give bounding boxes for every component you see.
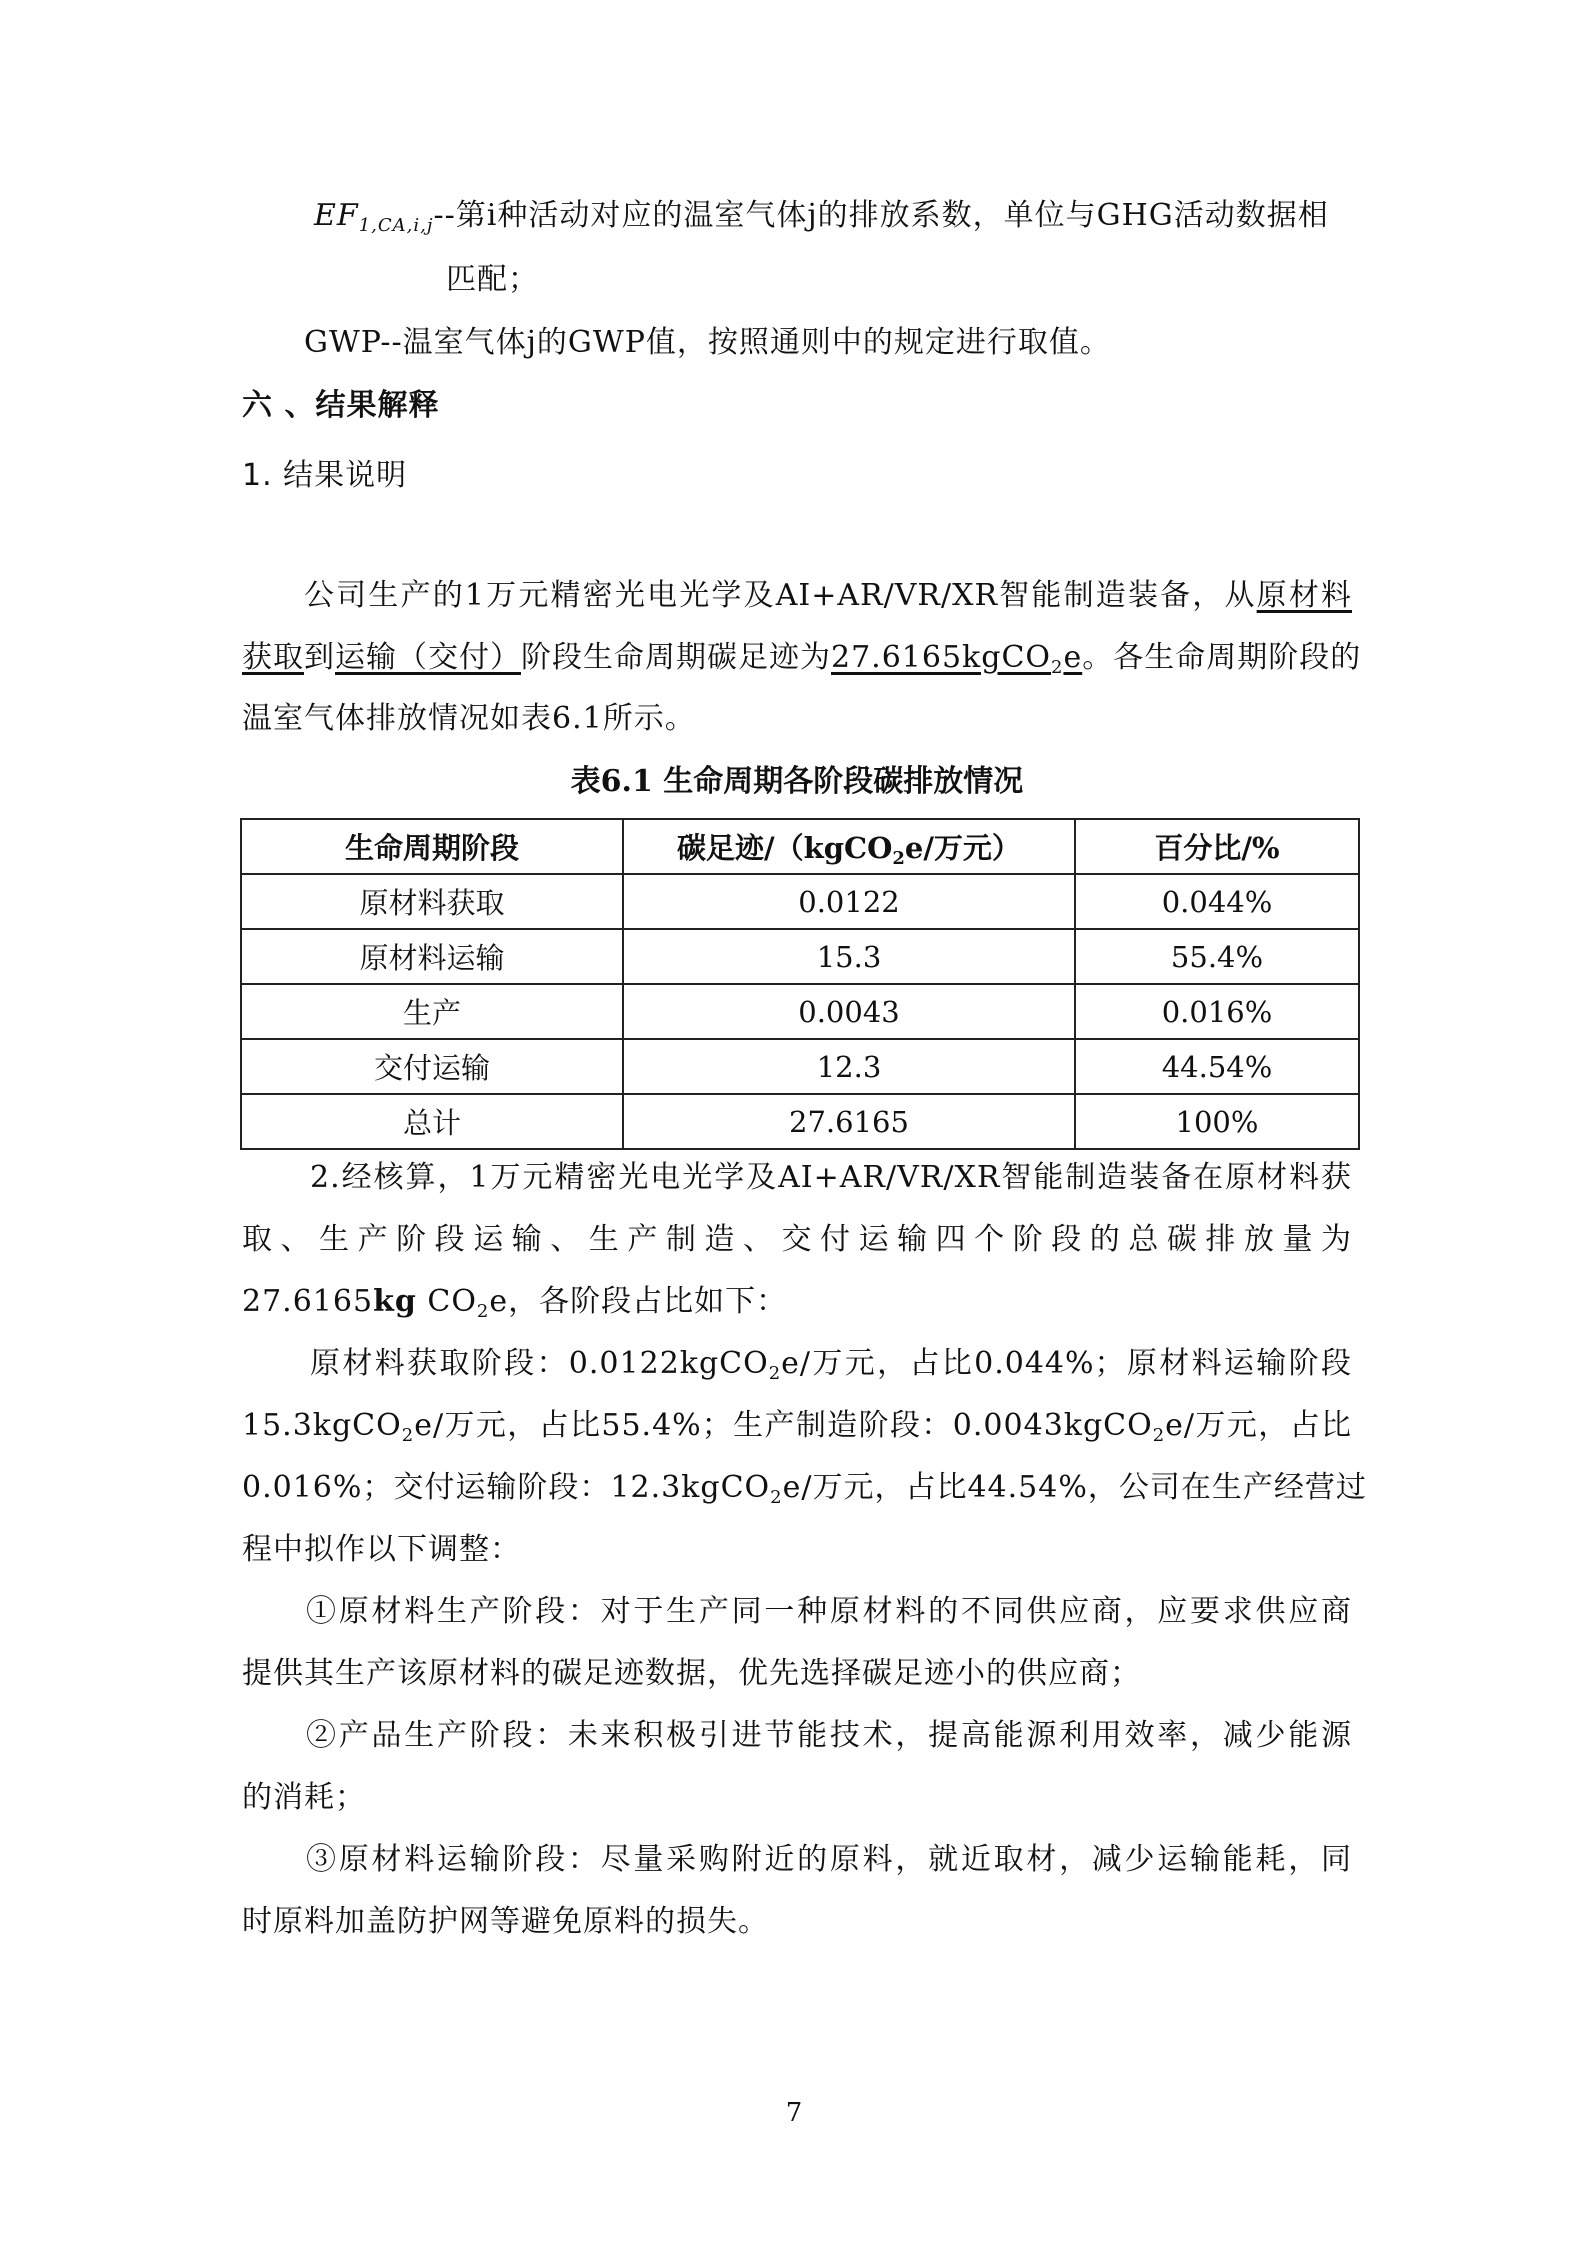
measure-1-line-1: ①原材料生产阶段：对于生产同一种原材料的不同供应商，应要求供应商: [306, 1594, 1352, 1629]
measure-1-line-2: 提供其生产该原材料的碳足迹数据，优先选择碳足迹小的供应商；: [242, 1656, 1141, 1691]
measure-2-line-2: 的消耗；: [242, 1780, 366, 1815]
ef-definition: [314, 196, 1354, 236]
subscript: 2: [476, 1301, 490, 1322]
breakdown-text: 15.3kgCO: [242, 1408, 402, 1443]
ef-subscript: 1,CA,i,j: [358, 215, 434, 236]
table-caption: 表6.1 生命周期各阶段碳排放情况: [570, 764, 1024, 799]
subscript: 2: [768, 1363, 782, 1384]
stage-cell: 原材料获取: [241, 874, 623, 929]
intro-line-1: [304, 576, 1352, 616]
stage-cell: 交付运输: [241, 1039, 623, 1094]
breakdown-line-4: 程中拟作以下调整：: [242, 1532, 521, 1567]
pct-cell: 55.4%: [1075, 929, 1359, 984]
breakdown-text: e/万元，占比0.044%；原材料运输阶段: [781, 1346, 1352, 1381]
subscript: 2: [1152, 1425, 1166, 1446]
pct-cell: 100%: [1075, 1094, 1359, 1149]
summary-line-1: 2.经核算，1万元精密光电光学及AI+AR/VR/XR智能制造装备在原材料获: [310, 1160, 1352, 1195]
section-heading: 六 、结果解释: [242, 388, 440, 423]
cf-cell: 12.3: [623, 1039, 1075, 1094]
ef-text: --第i种活动对应的温室气体j的排放系数，单位与GHG活动数据相: [433, 198, 1329, 233]
stage-cell: 生产: [241, 984, 623, 1039]
table-row: [241, 1039, 1359, 1094]
table-header-row: [241, 819, 1359, 874]
ef-symbol: EF: [314, 198, 359, 233]
pct-cell: 44.54%: [1075, 1039, 1359, 1094]
cf-cell: 15.3: [623, 929, 1075, 984]
intro-line-2: [242, 638, 1362, 678]
breakdown-line-3: [242, 1468, 1367, 1508]
ef-definition-cont: 匹配；: [446, 262, 539, 297]
table-row: [241, 929, 1359, 984]
pct-cell: 0.016%: [1075, 984, 1359, 1039]
intro-text: 到: [304, 640, 335, 675]
intro-text: 公司生产的1万元精密光电光学及AI+AR/VR/XR智能制造装备，从: [304, 578, 1257, 613]
subsection-heading: 1. 结果说明: [242, 458, 408, 493]
header-percentage: 百分比/%: [1075, 819, 1359, 874]
intro-underline-raw: 原材料: [1256, 578, 1353, 613]
header-carbon-footprint: [623, 819, 1075, 874]
header-cf-text: 碳足迹/（kgCO: [677, 831, 893, 865]
breakdown-text: e/万元，占比55.4%；生产制造阶段：0.0043kgCO: [414, 1408, 1153, 1443]
subscript: 2: [770, 1487, 783, 1508]
intro-underline-acquire: 获取: [242, 640, 304, 675]
header-stage: 生命周期阶段: [241, 819, 623, 874]
emissions-table: [240, 818, 1360, 1150]
gwp-definition: GWP--温室气体j的GWP值，按照通则中的规定进行取值。: [304, 325, 1111, 360]
measure-3-line-1: ③原材料运输阶段：尽量采购附近的原料，就近取材，减少运输能耗，同: [306, 1842, 1352, 1877]
page-number: 7: [785, 2098, 803, 2128]
summary-text: e，各阶段占比如下：: [489, 1284, 788, 1319]
stage-cell: 原材料运输: [241, 929, 623, 984]
intro-line-3: 温室气体排放情况如表6.1所示。: [242, 701, 696, 736]
summary-unit-kg: kg: [373, 1284, 417, 1319]
cf-cell: 0.0122: [623, 874, 1075, 929]
breakdown-text: e/万元，占比44.54%，公司在生产经营过: [782, 1470, 1367, 1505]
breakdown-line-2: [242, 1406, 1352, 1446]
breakdown-text: e/万元，占比: [1165, 1408, 1352, 1443]
summary-total: 27.6165: [242, 1284, 374, 1319]
total-unit: e: [1063, 640, 1083, 675]
pct-cell: 0.044%: [1075, 874, 1359, 929]
intro-underline-total: [831, 640, 1083, 678]
cf-cell: 0.0043: [623, 984, 1075, 1039]
breakdown-text: 原材料获取阶段：0.0122kgCO: [310, 1346, 769, 1381]
table-row: [241, 984, 1359, 1039]
breakdown-text: 0.016%；交付运输阶段：12.3kgCO: [242, 1470, 771, 1505]
measure-2-line-1: ②产品生产阶段：未来积极引进节能技术，提高能源利用效率，减少能源: [306, 1718, 1352, 1753]
subscript: 2: [892, 848, 905, 869]
subscript: 2: [1051, 657, 1064, 678]
subscript: 2: [401, 1425, 415, 1446]
summary-line-3: [242, 1282, 1352, 1322]
cf-cell: 27.6165: [623, 1094, 1075, 1149]
table-row: [241, 874, 1359, 929]
summary-unit-co: CO: [416, 1284, 477, 1319]
intro-text: 。各生命周期阶段的: [1082, 640, 1362, 675]
table-row-total: [241, 1094, 1359, 1149]
intro-underline-transport: 运输（交付）: [335, 640, 521, 675]
breakdown-line-1: [310, 1344, 1352, 1384]
summary-line-2: 取、生产阶段运输、生产制造、交付运输四个阶段的总碳排放量为: [242, 1222, 1352, 1257]
header-cf-unit: e/万元）: [904, 831, 1021, 865]
stage-cell: 总计: [241, 1094, 623, 1149]
total-value: 27.6165kgCO: [831, 640, 1051, 675]
measure-3-line-2: 时原料加盖防护网等避免原料的损失。: [242, 1904, 769, 1939]
intro-text: 阶段生命周期碳足迹为: [521, 640, 831, 675]
